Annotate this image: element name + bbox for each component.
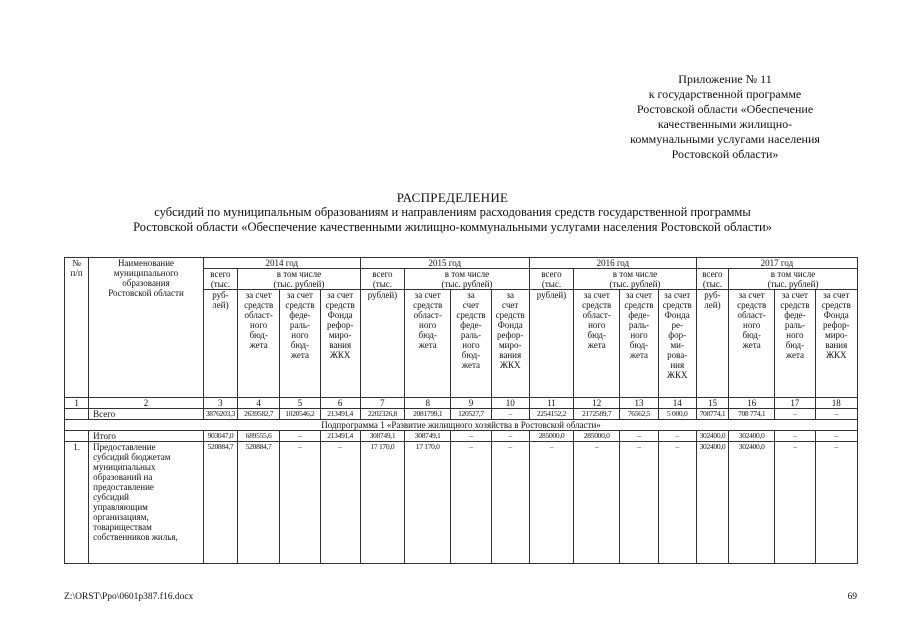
header-source: за счет средств феде- раль- ного бюд- жета — [775, 290, 815, 398]
table-cell: 17 170,0 — [405, 442, 451, 564]
appendix-line: качественными жилищно- — [657, 117, 793, 131]
table-cell: – — [574, 442, 620, 564]
table-cell: – — [280, 431, 320, 442]
table-cell: 689555,6 — [238, 431, 280, 442]
table-cell: 3876203,3 — [203, 409, 237, 420]
table-cell: 520884,7 — [203, 442, 237, 564]
table-cell: 213491,4 — [320, 431, 360, 442]
header-total-top: всего (тыс. — [360, 269, 404, 290]
table-cell: – — [451, 431, 491, 442]
table-cell: 17 170,0 — [360, 442, 404, 564]
column-number: 17 — [775, 398, 815, 409]
table-cell: – — [775, 431, 815, 442]
header-including: в том числе (тыс. рублей) — [574, 269, 697, 290]
header-total-top: всего (тыс. — [696, 269, 728, 290]
table-cell: – — [451, 442, 491, 564]
header-source: за счет средств област- ного бюд- жета — [729, 290, 775, 398]
appendix-line: к государственной программе — [648, 87, 802, 101]
column-number: 12 — [574, 398, 620, 409]
document-title — [0, 190, 905, 235]
table-cell: – — [658, 431, 696, 442]
table-cell: 302400,0 — [729, 442, 775, 564]
header-total-bottom: рублей) — [360, 290, 404, 398]
table-row-total — [65, 409, 858, 420]
header-source: за счет средств феде- раль- ного бюд- жета — [451, 290, 491, 398]
header-including: в том числе (тыс. рублей) — [729, 269, 858, 290]
column-number: 6 — [320, 398, 360, 409]
table-cell: 2202326,8 — [360, 409, 404, 420]
table-cell: 308749,1 — [405, 431, 451, 442]
header-name: Наименование муниципального образования Ростовской области — [89, 258, 204, 398]
table-cell: 76562,5 — [620, 409, 658, 420]
appendix-line: Ростовской области» — [671, 147, 779, 161]
appendix-line: Приложение № 11 — [678, 72, 772, 86]
header-total-bottom: руб- лей) — [203, 290, 237, 398]
column-number: 9 — [451, 398, 491, 409]
table-cell: 302400,0 — [696, 442, 728, 564]
table-cell: – — [491, 431, 529, 442]
header-total-top: всего (тыс. — [203, 269, 237, 290]
table-cell: – — [658, 442, 696, 564]
header-year: 2014 год — [203, 258, 360, 269]
row-number: 1. — [65, 442, 89, 564]
column-number: 10 — [491, 398, 529, 409]
title-line: субсидий по муниципальным образованиям и направлениям расходования средств государственной программы — [154, 205, 751, 219]
table-row-1 — [65, 442, 858, 564]
header-source: за счет средств област- ного бюд- жета — [238, 290, 280, 398]
header-including: в том числе (тыс. рублей) — [238, 269, 361, 290]
table-cell: – — [815, 409, 857, 420]
header-source: за счет средств Фонда рефор- миро- вания ЖКХ — [320, 290, 360, 398]
column-number: 11 — [529, 398, 573, 409]
table-cell: 2639582,7 — [238, 409, 280, 420]
header-row-years — [65, 258, 858, 269]
appendix-header — [595, 72, 855, 162]
column-number: 13 — [620, 398, 658, 409]
row-label: Предоставление субсидий бюджетам муниципальных образований на предоставление субсидий управляющим организациям, товариществам собственников жилья, — [89, 442, 204, 564]
subprogram-title: Подпрограмма 1 «Развитие жилищного хозяйства в Ростовской области» — [65, 420, 858, 431]
table-cell: 520884,7 — [238, 442, 280, 564]
header-source: за счет средств област- ного бюд- жета — [405, 290, 451, 398]
header-source: за счет средств феде- раль- ного бюд- жета — [280, 290, 320, 398]
column-number: 3 — [203, 398, 237, 409]
table-cell: – — [815, 431, 857, 442]
table-cell: 2172589,7 — [574, 409, 620, 420]
table-cell: 2254152,2 — [529, 409, 573, 420]
header-source: за счет средств област- ного бюд- жета — [574, 290, 620, 398]
column-number: 4 — [238, 398, 280, 409]
table-cell: – — [620, 442, 658, 564]
table-cell: – — [491, 442, 529, 564]
footer-file-path: Z:\ORST\Ppo\0601p387.f16.docx — [64, 592, 194, 602]
column-number: 15 — [696, 398, 728, 409]
header-year: 2015 год — [360, 258, 529, 269]
column-number-row — [65, 398, 858, 409]
header-num: № п/п — [65, 258, 89, 398]
table-cell: – — [775, 409, 815, 420]
empty-cell — [65, 409, 89, 420]
column-number: 8 — [405, 398, 451, 409]
table-cell: – — [280, 442, 320, 564]
header-source: за счет средств феде- раль- ного бюд- жета — [620, 290, 658, 398]
distribution-table — [64, 257, 858, 564]
footer-page-number: 69 — [847, 592, 857, 602]
subprogram-row — [65, 420, 858, 431]
row-label: Итого — [89, 431, 204, 442]
table-cell: – — [775, 442, 815, 564]
table-cell: 708774,1 — [696, 409, 728, 420]
column-number: 14 — [658, 398, 696, 409]
appendix-line: коммунальными услугами населения — [630, 132, 820, 146]
table-cell: – — [491, 409, 529, 420]
table-cell: 5 000,0 — [658, 409, 696, 420]
table-cell: 2081799,1 — [405, 409, 451, 420]
column-number: 7 — [360, 398, 404, 409]
table-cell: – — [529, 442, 573, 564]
table-cell: – — [620, 431, 658, 442]
table-cell: – — [320, 442, 360, 564]
table-cell: 308749,1 — [360, 431, 404, 442]
header-year: 2017 год — [696, 258, 857, 269]
appendix-line: Ростовской области «Обеспечение — [636, 102, 814, 116]
header-total-bottom: рублей) — [529, 290, 573, 398]
table-row-itogo — [65, 431, 858, 442]
title-line: Ростовской области «Обеспечение качественными жилищно-коммунальными услугами населения Ростовской области» — [133, 220, 772, 234]
table-cell: 903047,0 — [203, 431, 237, 442]
empty-cell — [65, 431, 89, 442]
title-main: РАСПРЕДЕЛЕНИЕ — [396, 190, 509, 205]
column-number: 16 — [729, 398, 775, 409]
column-number: 18 — [815, 398, 857, 409]
header-source: за счет средств Фонда рефор- миро- вания ЖКХ — [491, 290, 529, 398]
table-cell: 120527,7 — [451, 409, 491, 420]
column-number: 2 — [89, 398, 204, 409]
table-cell: 285000,0 — [529, 431, 573, 442]
table-cell: 213491,4 — [320, 409, 360, 420]
table-cell: 285000,0 — [574, 431, 620, 442]
header-total-bottom: руб- лей) — [696, 290, 728, 398]
column-number: 1 — [65, 398, 89, 409]
header-including: в том числе (тыс. рублей) — [405, 269, 530, 290]
table-cell: 302400,0 — [696, 431, 728, 442]
header-source: за счет средств Фонда ре- фор- ми- рова- ния ЖКХ — [658, 290, 696, 398]
table-cell: – — [815, 442, 857, 564]
table-cell: 708 774,1 — [729, 409, 775, 420]
table-cell: 1020546,2 — [280, 409, 320, 420]
header-total-top: всего (тыс. — [529, 269, 573, 290]
column-number: 5 — [280, 398, 320, 409]
row-label: Всего — [89, 409, 204, 420]
table-cell: 302400,0 — [729, 431, 775, 442]
header-source: за счет средств Фонда рефор- миро- вания ЖКХ — [815, 290, 857, 398]
header-year: 2016 год — [529, 258, 696, 269]
